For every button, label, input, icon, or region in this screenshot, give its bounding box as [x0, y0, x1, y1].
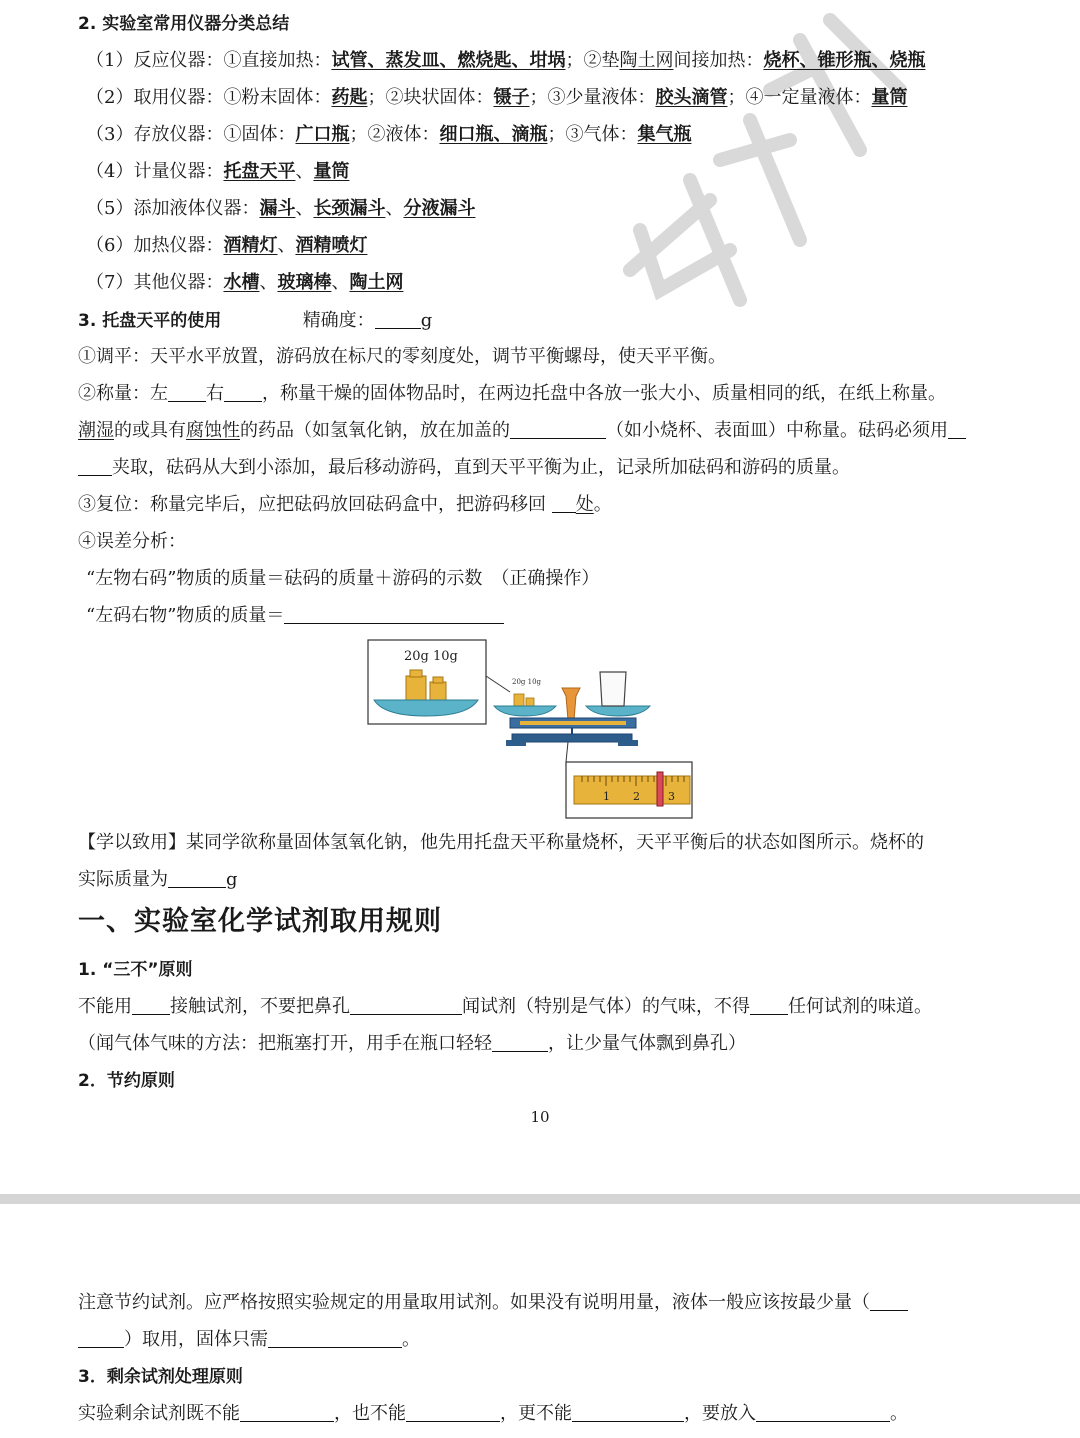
- line-other-instruments: （7）其他仪器：水槽、玻璃棒、陶土网: [86, 272, 404, 293]
- pointer-post: [562, 688, 580, 720]
- leftover-rule-line: 实验剩余试剂既不能 ，也不能 ，更不能 ，要放入 。: [78, 1403, 908, 1424]
- zoom-weight-20g: [406, 676, 426, 700]
- hands-blank[interactable]: [132, 996, 170, 1015]
- step-reset: ③复位：称量完毕后，应把砝码放回砝码盒中，把游码移回 处。: [78, 494, 612, 515]
- step-weighing: ②称量：左 右 ，称量干燥的固体物品时，在两边托盘中各放一张大小、质量相同的纸，在纸上称量。: [78, 383, 946, 404]
- left-weight-right-object: “左码右物”物质的质量＝: [86, 603, 504, 629]
- ruler-tick-3: 3: [668, 790, 675, 803]
- liquid-amount-blank-end[interactable]: [78, 1329, 124, 1348]
- rider: [657, 772, 663, 806]
- smell-method-line: （闻气体气味的方法：把瓶塞打开，用手在瓶口轻轻 ，让少量气体飘到鼻孔）: [78, 1033, 746, 1054]
- rule1-heading: 1. “三不”原则: [78, 960, 193, 980]
- ruler-tick-2: 2: [633, 790, 640, 803]
- line-dispensing-instruments: （2）取用仪器：①粉末固体：药匙；②块状固体：镊子；③少量液体：胶头滴管；④一定量液体：量筒: [86, 87, 908, 108]
- base: [512, 734, 632, 742]
- line-heating-instruments: （6）加热仪器：酒精灯、酒精喷灯: [86, 235, 368, 256]
- taste-blank[interactable]: [750, 996, 788, 1015]
- page-separator: [0, 1194, 1080, 1204]
- leftover-blank-3[interactable]: [572, 1403, 684, 1422]
- economy-rule-line2: ）取用，固体只需 。: [78, 1327, 420, 1353]
- leftover-blank-1[interactable]: [240, 1403, 334, 1422]
- balance-figure: [360, 636, 700, 822]
- practice-question-answer: 实际质量为 g: [78, 869, 238, 890]
- step-weighing-corrosive: 潮湿的或具有腐蚀性的药品（如氢氧化钠，放在加盖的 （如小烧杯、表面皿）中称量。砝码必须用: [78, 418, 966, 444]
- nose-blank[interactable]: [350, 996, 462, 1015]
- right-pan: [586, 706, 650, 716]
- left-object-right-weight: “左物右码”物质的质量＝砝码的质量＋游码的示数 （正确操作）: [86, 568, 600, 589]
- reset-blank[interactable]: [552, 494, 576, 513]
- economy-rule-line1: 注意节约试剂。应严格按照实验规定的用量取用试剂。如果没有说明用量，液体一般应该按最少量（: [78, 1290, 908, 1316]
- liquid-amount-blank-start[interactable]: [870, 1292, 908, 1311]
- rule1-line: 不能用 接触试剂，不要把鼻孔 闻试剂（特别是气体）的气味，不得 任何试剂的味道。: [78, 996, 932, 1017]
- step-error-analysis: ④误差分析：: [78, 531, 186, 552]
- step-leveling: ①调平：天平水平放置，游码放在标尺的零刻度处，调节平衡螺母，使天平平衡。: [78, 346, 726, 367]
- fan-blank[interactable]: [492, 1033, 548, 1052]
- step-weights-handling: 夹取，砝码从大到小添加，最后移动游码，直到天平平衡为止，记录所加砝码和游码的质量。: [78, 455, 850, 481]
- right-pan-blank[interactable]: [224, 383, 262, 402]
- section2-heading: 2. 实验室常用仪器分类总结: [78, 14, 290, 34]
- ruler-tick-1: 1: [603, 790, 610, 803]
- left-pan-blank[interactable]: [168, 383, 206, 402]
- practice-question: 【学以致用】某同学欲称量固体氢氧化钠，他先用托盘天平称量烧杯，天平平衡后的状态如图所示。烧杯的: [78, 832, 924, 853]
- solid-amount-blank[interactable]: [268, 1329, 402, 1348]
- leftover-blank-4[interactable]: [756, 1403, 890, 1422]
- line-storage-instruments: （3）存放仪器：①固体：广口瓶；②液体：细口瓶、滴瓶；③气体：集气瓶: [86, 124, 692, 145]
- beaker-mass-blank[interactable]: [168, 869, 226, 888]
- rule3-heading: 3．剩余试剂处理原则: [78, 1367, 243, 1387]
- zoom-label: 20g 10g: [404, 649, 458, 664]
- precision-blank[interactable]: [375, 310, 421, 329]
- small-label: 20g 10g: [512, 678, 542, 686]
- left-pan: [494, 706, 556, 716]
- tweezers-blank-start[interactable]: [948, 420, 966, 439]
- part1-title: 一、实验室化学试剂取用规则: [78, 906, 442, 937]
- page-number: 10: [530, 1108, 550, 1126]
- section3-heading: 3. 托盘天平的使用 精确度： g: [78, 310, 433, 331]
- rule2-heading: 2．节约原则: [78, 1071, 175, 1091]
- line-measuring-instruments: （4）计量仪器：托盘天平、量筒: [86, 161, 350, 182]
- leftover-blank-2[interactable]: [406, 1403, 500, 1422]
- tweezers-blank-end[interactable]: [78, 457, 112, 476]
- beaker: [600, 672, 626, 706]
- zoom-weight-10g: [430, 682, 446, 700]
- container-blank[interactable]: [510, 420, 606, 439]
- reversed-mass-blank[interactable]: [284, 605, 504, 624]
- line-liquid-adding-instruments: （5）添加液体仪器：漏斗、长颈漏斗、分液漏斗: [86, 198, 476, 219]
- line-reaction-instruments: （1）反应仪器：①直接加热：试管、蒸发皿、燃烧匙、坩埚；②垫陶土网间接加热：烧杯、锥形瓶、烧瓶: [86, 50, 926, 71]
